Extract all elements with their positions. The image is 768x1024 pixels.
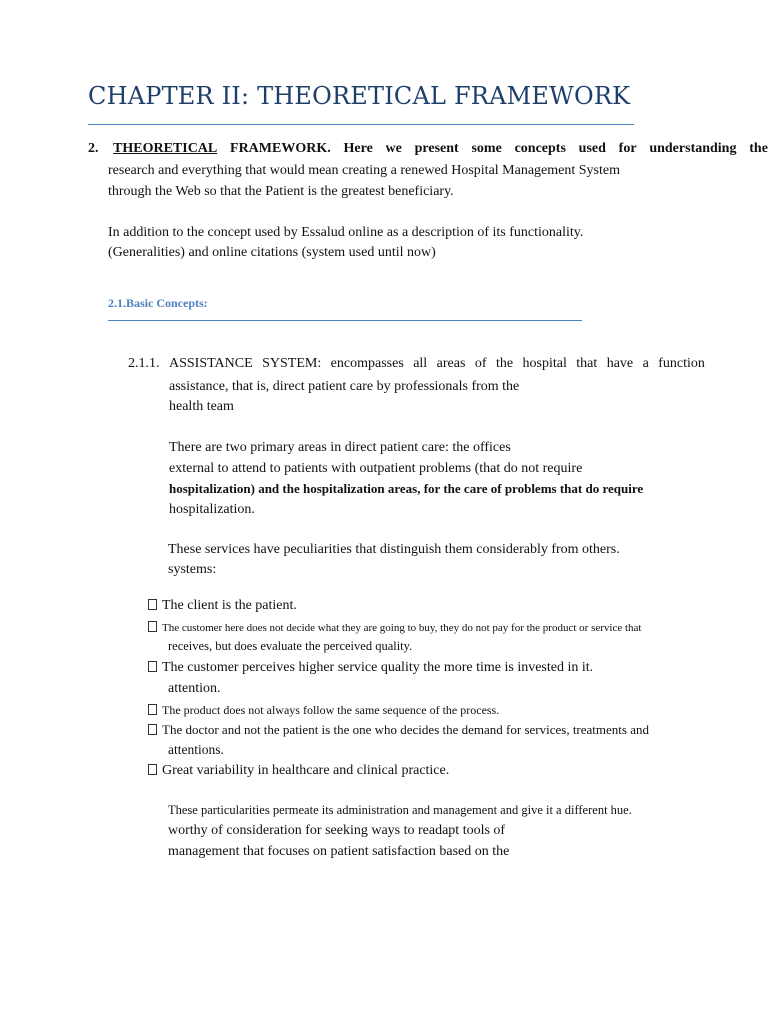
section-text-line: (Generalities) and online citations (system used until now): [108, 245, 436, 260]
bullet-continuation: attention.: [168, 681, 221, 696]
item-text-line: external to attend to patients with outpatient problems (that do not require: [169, 461, 583, 476]
bullet-item: [148, 621, 641, 634]
title-rule: [88, 124, 634, 125]
checkbox-icon: [148, 621, 157, 632]
section-heading-line: [113, 141, 768, 157]
section-number: 2.: [88, 141, 99, 156]
closing-text-line: management that focuses on patient satisfaction based on the: [168, 844, 510, 859]
justified-word: present: [414, 141, 459, 156]
item-text-line: systems:: [168, 562, 217, 577]
bullet-continuation: receives, but does evaluate the perceived quality.: [168, 639, 413, 653]
checkbox-icon: [148, 704, 157, 715]
closing-text-line: These particularities permeate its administration and management and give it a different hue.: [168, 803, 632, 817]
justified-word: the: [749, 141, 768, 156]
justified-word: encompasses: [330, 356, 404, 371]
checkbox-icon: [148, 724, 157, 735]
bullet-item: [148, 660, 593, 676]
bullet-item: [148, 598, 297, 614]
chapter-title: CHAPTER II: THEORETICAL FRAMEWORK: [88, 82, 631, 110]
justified-word: of: [474, 356, 487, 371]
justified-word: hospital: [522, 356, 567, 371]
item-text-line: assistance, that is, direct patient care by professionals from the: [169, 379, 520, 394]
justified-word: for: [618, 141, 637, 156]
item-text-line: health team: [169, 399, 234, 414]
checkbox-icon: [148, 599, 157, 610]
justified-word: concepts: [514, 141, 566, 156]
closing-text-line: worthy of consideration for seeking ways to readapt tools of: [168, 823, 506, 838]
justified-word: we: [385, 141, 402, 156]
item-text-line: There are two primary areas in direct patient care: the offices: [169, 440, 511, 455]
section-title-underlined: THEORETICAL: [113, 141, 218, 156]
item-heading-line: [169, 356, 705, 372]
bullet-text: The client is the patient.: [162, 598, 297, 613]
justified-word: ASSISTANCE: [169, 356, 253, 371]
bullet-text: The customer here does not decide what they are going to buy, they do not pay for the product or service that: [162, 622, 642, 634]
subsection-heading: 2.1.Basic Concepts:: [108, 296, 208, 310]
justified-word: that: [576, 356, 598, 371]
bullet-text: The product does not always follow the same sequence of the process.: [162, 703, 500, 717]
checkbox-icon: [148, 661, 157, 672]
bullet-text: The doctor and not the patient is the one who decides the demand for services, treatments and: [162, 722, 649, 737]
bullet-item: [148, 722, 649, 738]
justified-word: a: [642, 356, 649, 371]
bullet-text: Great variability in healthcare and clinical practice.: [162, 763, 450, 778]
section-text-line: through the Web so that the Patient is the greatest beneficiary.: [108, 184, 454, 199]
justified-word: some: [471, 141, 502, 156]
item-number: 2.1.1.: [128, 356, 160, 371]
section-text-line: In addition to the concept used by Essalud online as a description of its functionality.: [108, 225, 584, 240]
subsection-rule: [108, 320, 582, 321]
justified-word: the: [495, 356, 514, 371]
justified-word: all: [413, 356, 428, 371]
justified-word: used: [578, 141, 606, 156]
bullet-continuation: attentions.: [168, 742, 224, 757]
item-text-line: hospitalization) and the hospitalization areas, for the care of problems that do require: [169, 481, 644, 496]
bullet-item: [148, 703, 499, 718]
justified-word: areas: [436, 356, 466, 371]
justified-word: function: [658, 356, 705, 371]
section-text-line: research and everything that would mean creating a renewed Hospital Management System: [108, 163, 620, 178]
justified-word: SYSTEM:: [262, 356, 322, 371]
justified-word: understanding: [649, 141, 737, 156]
bullet-text: The customer perceives higher service quality the more time is invested in it.: [162, 660, 594, 675]
bullet-item: [148, 763, 449, 779]
justified-word: Here: [343, 141, 373, 156]
justified-word: FRAMEWORK.: [230, 141, 331, 156]
item-text-line: hospitalization.: [169, 502, 255, 517]
checkbox-icon: [148, 764, 157, 775]
justified-word: have: [606, 356, 634, 371]
item-text-line: These services have peculiarities that distinguish them considerably from others.: [168, 542, 620, 557]
